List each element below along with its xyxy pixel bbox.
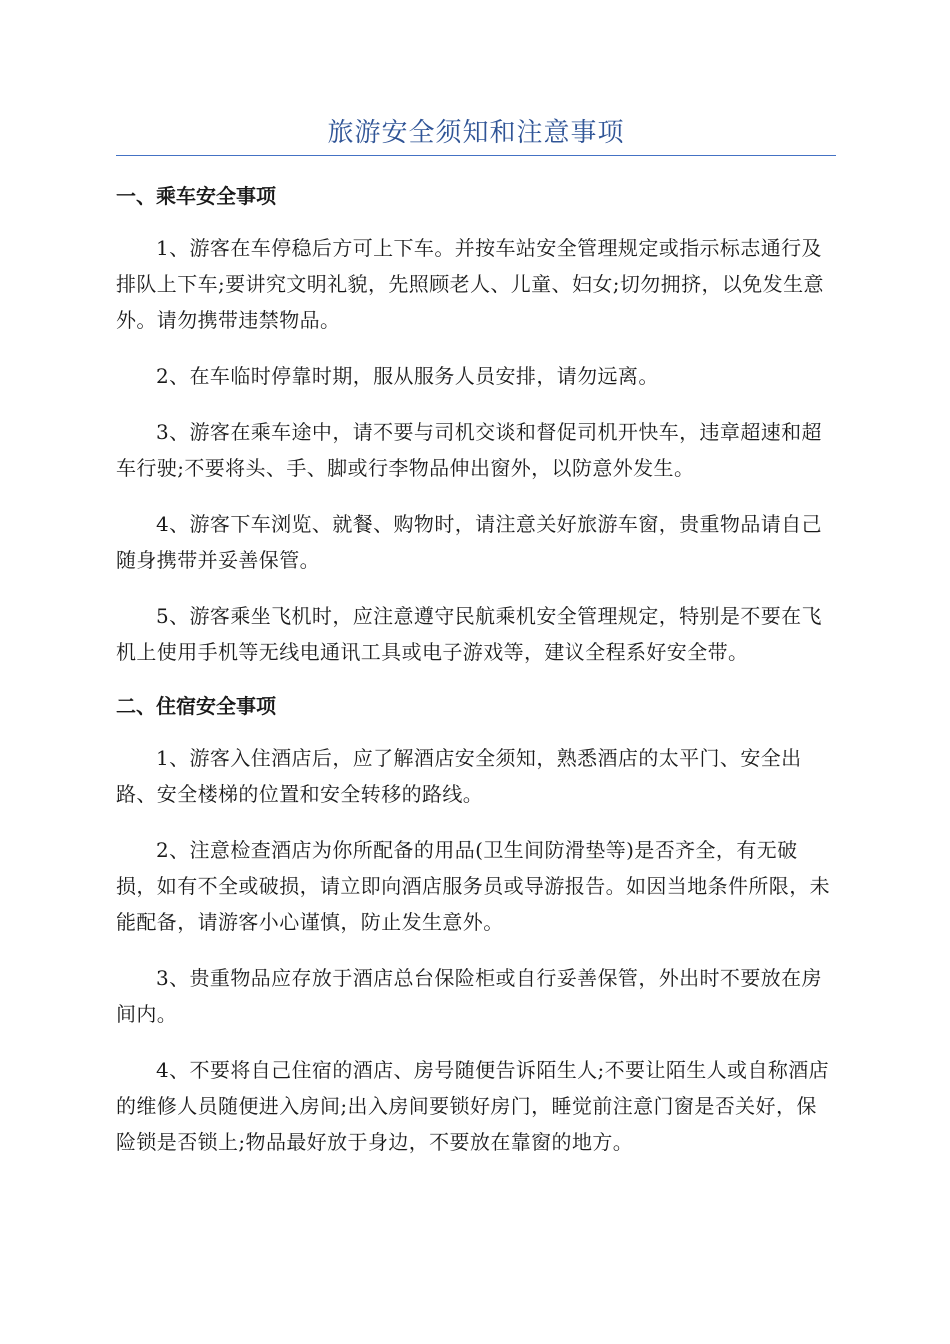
paragraph: 4、不要将自己住宿的酒店、房号随便告诉陌生人;不要让陌生人或自称酒店的维修人员随便进入房间;出入房间要锁好房门，睡觉前注意门窗是否关好，保险锁是否锁上;物品最好放于身边，不要放在靠窗的地方。 (116, 1058, 830, 1154)
paragraph: 1、游客在车停稳后方可上下车。并按车站安全管理规定或指示标志通行及排队上下车;要讲究文明礼貌，先照顾老人、儿童、妇女;切勿拥挤，以免发生意外。请勿携带违禁物品。 (116, 236, 824, 332)
paragraph: 3、游客在乘车途中，请不要与司机交谈和督促司机开快车，违章超速和超车行驶;不要将头、手、脚或行李物品伸出窗外，以防意外发生。 (116, 420, 822, 480)
paragraph: 2、在车临时停靠时期，服从服务人员安排，请勿远离。 (156, 364, 659, 388)
paragraph: 3、贵重物品应存放于酒店总台保险柜或自行妥善保管，外出时不要放在房间内。 (116, 966, 822, 1026)
section-heading-ride-safety: 一、乘车安全事项 (116, 184, 276, 208)
paragraph: 5、游客乘坐飞机时，应注意遵守民航乘机安全管理规定，特别是不要在飞机上使用手机等无线电通讯工具或电子游戏等，建议全程系好安全带。 (116, 604, 822, 664)
document-title: 旅游安全须知和注意事项 (327, 118, 625, 148)
document-page (116, 0, 836, 1160)
paragraph: 1、游客入住酒店后，应了解酒店安全须知，熟悉酒店的太平门、安全出路、安全楼梯的位置和安全转移的路线。 (116, 746, 802, 806)
section-heading-lodging-safety: 二、住宿安全事项 (116, 694, 276, 718)
title-underline (116, 155, 836, 156)
paragraph: 2、注意检查酒店为你所配备的用品(卫生间防滑垫等)是否齐全，有无破损，如有不全或破损，请立即向酒店服务员或导游报告。如因当地条件所限，未能配备，请游客小心谨慎，防止发生意外。 (116, 838, 830, 934)
paragraph: 4、游客下车浏览、就餐、购物时，请注意关好旅游车窗，贵重物品请自己随身携带并妥善保管。 (116, 512, 822, 572)
